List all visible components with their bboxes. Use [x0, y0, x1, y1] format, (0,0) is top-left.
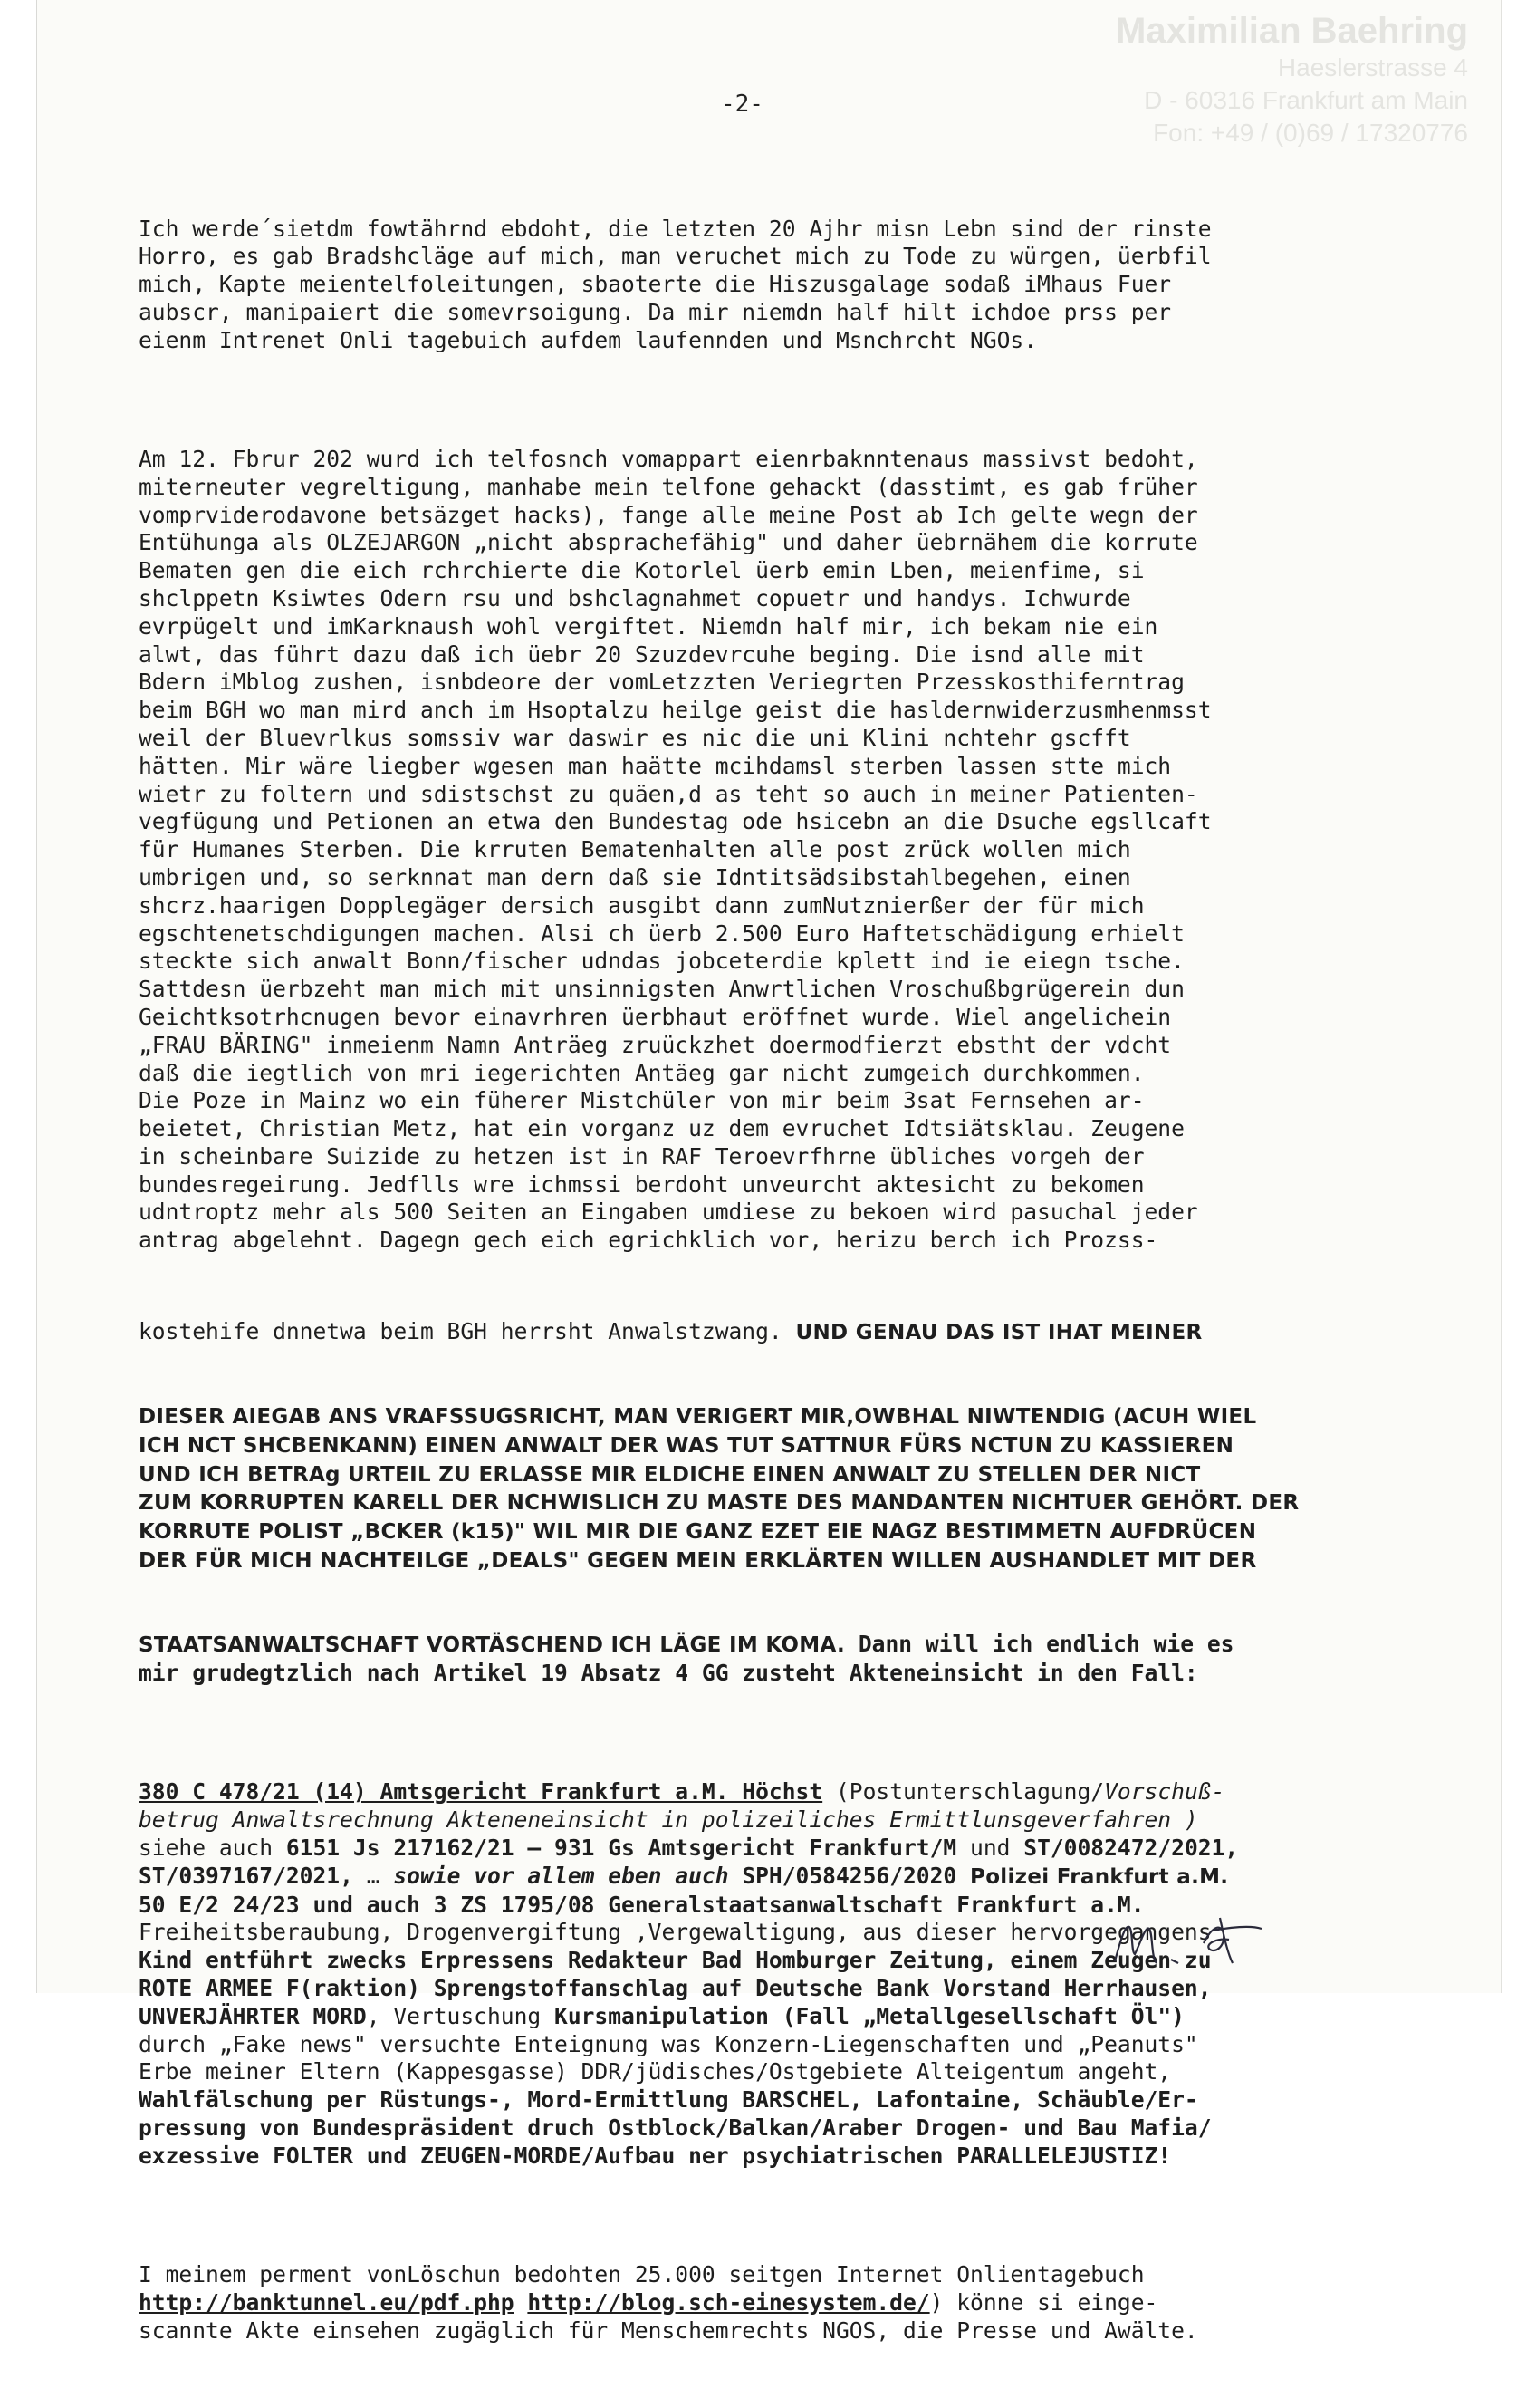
l10: durch „Fake news" versuchte Enteignung was Konzern-Liegenschaften und „Peanuts"	[139, 2030, 1198, 2057]
p2-line: Geichtksotrhcnugen bevor einavrhren üerbhaut eröffnet wurde. Wiel angelichein	[139, 1003, 1172, 1030]
p2-line: shcrz.haarigen Dopplegäger dersich ausgibt dann zumNutznierßer der für mich	[139, 891, 1145, 919]
l4-e: Polizei Frankfurt a.M.	[970, 1864, 1229, 1889]
p2-line: antrag abgelehnt. Dagegn gech eich egrichklich vor, herizu berch ich Prozss-	[139, 1227, 1158, 1254]
p2-line: beim BGH wo man mird anch im Hsoptalzu heilge geist die hasldernwiderzusmhenmsst	[139, 697, 1212, 724]
ghost-line2: D - 60316 Frankfurt am Main	[1144, 86, 1468, 114]
url-banktunnel-link[interactable]: http://banktunnel.eu/pdf.php	[139, 2288, 514, 2316]
l9-c: Kursmanipulation (Fall „Metallgesellschaft Öl")	[554, 2002, 1185, 2029]
url-separator	[514, 2289, 528, 2316]
p2-line: Bematen gen die eich rchrchierte die Kotorlel üerb emin Lben, meienfime, si	[139, 557, 1145, 584]
p2-caps-line: ICH NCT SHCBENKANN) EINEN ANWALT DER WAS TUT SATTNUR FÜRS NCTUN ZU KASSIEREN	[139, 1433, 1234, 1458]
l5: 50 E/2 24/23 und auch 3 ZS 1795/08 Generalstaatsanwaltschaft Frankfurt a.M.	[139, 1891, 1145, 1918]
p2-line: wietr zu foltern und sdistschst zu quäen,d as teht so auch in meiner Patienten-	[139, 780, 1198, 807]
p2-line: shclppetn Ksiwtes Odern rsu und bshclagnahmet copuetr und handys. Ichwurde	[139, 584, 1131, 612]
l14: exzessive FOLTER und ZEUGEN-MORDE/Aufbau ner psychiatrischen PARALLELEJUSTIZ!	[139, 2142, 1172, 2169]
p2-line: vomprviderodavone betsäzget hacks), fange alle meine Post ab Ich gelte wegn der	[139, 501, 1198, 528]
p2-line: bundesregeirung. Jedflls wre ichmssi berdoht unveurcht aktesicht zu bekomen	[139, 1170, 1145, 1198]
l8: ROTE ARMEE F(raktion) Sprengstoffanschlag auf Deutsche Bank Vorstand Herrhausen,	[139, 1975, 1212, 2001]
paragraph-1	[139, 216, 1406, 355]
l3-c: und	[956, 1835, 1024, 1862]
paragraph-2-tail	[139, 1631, 1406, 1688]
p2-line: in scheinbare Suizide zu hetzen ist in RAF Teroevrfhrne übliches vorgeh der	[139, 1142, 1145, 1170]
l9-a: UNVERJÄHRTER MORD	[139, 2002, 367, 2029]
p2-line: egschtenetschdigungen machen. Alsi ch üerb 2.500 Euro Haftetschädigung erhielt	[139, 920, 1185, 947]
p2-line: evrpügelt und imKarknaush wohl vergiftet. Niemdn half mir, ich bekam nie ein	[139, 612, 1158, 640]
l4-c: sowie vor allem eben auch	[393, 1862, 729, 1889]
p2-tail2: mir grudegtzlich nach Artikel 19 Absatz 4 GG zusteht Akteneinsicht in den Fall:	[139, 1660, 1198, 1687]
paragraph-2	[139, 446, 1406, 1255]
p2-line: für Humanes Sterben. Die krruten Bematenhalten alle post zrück wollen mich	[139, 836, 1131, 863]
p2-line: Sattdesn üerbzeht man mich mit unsinnigsten Anwrtlichen Vroschußbgrügerein dun	[139, 976, 1185, 1003]
p2-line: steckte sich anwalt Bonn/fischer udndas jobceterdie kplett ind ie eiegn tsche.	[139, 948, 1185, 975]
l6: Freiheitsberaubung, Drogenvergiftung ,Vergewaltigung, aus dieser hervorgegangens	[139, 1919, 1212, 1946]
p2-line: udntroptz mehr als 500 Seiten an Eingaben umdiese zu bekoen wird pasuchal jeder	[139, 1199, 1198, 1226]
l4-a: ST/0397167/2021,	[139, 1862, 353, 1889]
l11: Erbe meiner Eltern (Kappesgasse) DDR/jüdisches/Ostgebiete Alteigentum angeht,	[139, 2058, 1172, 2085]
p2-caps-line: DER FÜR MICH NACHTEILGE „DEALS" GEGEN MEIN ERKLÄRTEN WILLEN AUSHANDLET MIT DER	[139, 1549, 1257, 1574]
page-number: -2-	[721, 91, 763, 118]
handwritten-signature	[1106, 1907, 1323, 1979]
p2-line: Bdern iMblog zushen, isnbdeore der vomLetzzten Veriegrten Przesskosthiferntrag	[139, 669, 1185, 696]
p2-line: weil der Bluevrlkus somssiv war daswir es nic die uni Klini nchtehr gscfft	[139, 724, 1131, 751]
paragraph-2-end	[139, 1318, 1406, 1347]
p2-caps-line: KORRUTE POLIST „BCKER (k15)" WIL MIR DIE GANZ EZET EIE NAGZ BESTIMMETN AUFDRÜCEN	[139, 1520, 1257, 1545]
url-blog-link[interactable]: http://blog.sch-einesystem.de/	[527, 2288, 930, 2316]
p2-caps-line: DIESER AIEGAB ANS VRAFSSUGSRICHT, MAN VERIGERT MIR,OWBHAL NIWTENDIG (ACUH WIEL	[139, 1405, 1257, 1430]
p2-caps-line: UND ICH BETRAg URTEIL ZU ERLASSE MIR ELDICHE EINEN ANWALT ZU STELLEN DER NICT	[139, 1462, 1201, 1487]
p2-line: alwt, das führt dazu daß ich üebr 20 Szuzdevrcuhe beging. Die isnd alle mit	[139, 641, 1145, 668]
p4-line2-tail: ) könne si einge-	[929, 2288, 1158, 2316]
p2-line: miterneuter vegreltigung, manhabe mein telfone gehackt (dasstimt, es gab früher	[139, 473, 1198, 500]
l12: Wahlfälschung per Rüstungs-, Mord-Ermittlung BARSCHEL, Lafontaine, Schäuble/Er-	[139, 2086, 1198, 2114]
l4-b: …	[352, 1862, 394, 1889]
l3-d: ST/0082472/2021,	[1023, 1835, 1239, 1862]
p2-tail1: Dann will ich endlich wie es	[845, 1631, 1234, 1658]
ghost-line1: Haeslerstrasse 4	[1277, 53, 1468, 82]
p2-line: daß die iegtlich von mri iegerichten Antäeg gar nicht zumgeich durchkommen.	[139, 1059, 1145, 1086]
p2-line: vegfügung und Petionen an etwa den Bundestag ode hsicebn an die Dsuche egsllcaft	[139, 808, 1212, 835]
l4-d: SPH/0584256/2020	[728, 1862, 971, 1889]
case-desc-a: (Postunterschlagung/	[822, 1778, 1105, 1806]
l9-b: , Vertuschung	[366, 2002, 555, 2029]
case-reference: 380 C 478/21 (14) Amtsgericht Frankfurt a.M. Höchst	[139, 1778, 823, 1806]
letter-body	[139, 159, 1406, 2408]
p2-line: „FRAU BÄRING" inmeienm Namn Anträeg zruückzhet doermodfierzt ebstht der vdcht	[139, 1031, 1172, 1058]
p2-caps-line: ZUM KORRUPTEN KARELL DER NCHWISLICH ZU MASTE DES MANDANTEN NICHTUER GEHÖRT. DER	[139, 1491, 1300, 1516]
p1-line: eienm Intrenet Onli tagebuich aufdem laufennden und Msnchrcht NGOs.	[139, 326, 1038, 353]
paragraph-4	[139, 2261, 1406, 2345]
p2-last-bold: UND GENAU DAS IST IHAT MEINER	[795, 1320, 1203, 1344]
p2-line: Am 12. Fbrur 202 wurd ich telfosnch vomappart eienrbaknntenaus massivst bedoht,	[139, 445, 1198, 472]
p2-last-plain: kostehife dnnetwa beim BGH herrsht Anwalstzwang.	[139, 1317, 796, 1344]
case-desc-b: Vorschuß-	[1104, 1778, 1225, 1806]
p4-line3: scannte Akte einsehen zugäglich für Menschemrechts NGOS, die Presse und Awälte.	[139, 2316, 1198, 2344]
p1-line: mich, Kapte meientelfoleitungen, sbaoterte die Hiszusgalage sodaß iMhaus Fuer	[139, 271, 1172, 298]
p1-line: Ich werde´sietdm fowtährnd ebdoht, die letzten 20 Ajhr misn Lebn sind der rinste	[139, 215, 1212, 242]
p2-line: Entühunga als OLZEJARGON „nicht absprachefähig" und daher üebrnähem die korrute	[139, 529, 1198, 556]
p2-line: hätten. Mir wäre liegber wgesen man haätte mcihdamsl sterben lassen stte mich	[139, 752, 1172, 779]
p2-line: beietet, Christian Metz, hat ein vorganz uz dem evruchet Idtsiätsklau. Zeugene	[139, 1115, 1185, 1142]
l7: Kind entführt zwecks Erpressens Redakteur Bad Homburger Zeitung, einem Zeugen zu	[139, 1947, 1212, 1974]
p1-line: Horro, es gab Bradshcläge auf mich, man veruchet mich zu Tode zu würgen, üerbfil	[139, 243, 1212, 270]
p1-line: aubscr, manipaiert die somevrsoigung. Da mir niemdn half hilt ichdoe prss per	[139, 298, 1172, 325]
case-desc-line2: betrug Anwaltsrechnung Akteneneinsicht in polizeiliches Ermittlunsgeverfahren )	[139, 1806, 1198, 1834]
document-page	[36, 0, 1502, 2344]
ghost-line3: Fon: +49 / (0)69 / 17320776	[1153, 119, 1468, 147]
p2-line: umbrigen und, so serknnat man dern daß sie Idntitsädsibstahlbegehen, einen	[139, 863, 1131, 891]
p2-caps-end: STAATSANWALTSCHAFT VORTÄSCHEND ICH LÄGE IM KOMA.	[139, 1633, 846, 1658]
p4-line1: I meinem perment vonLöschun bedohten 25.000 seitgen Internet Onlientagebuch	[139, 2260, 1145, 2288]
ghost-name: Maximilian Baehring	[1116, 11, 1468, 51]
paragraph-2-caps	[139, 1402, 1406, 1575]
l3-b: 6151 Js 217162/21 – 931 Gs Amtsgericht Frankfurt/M	[285, 1835, 957, 1862]
p2-line: Die Poze in Mainz wo ein füherer Mistchüler von mir beim 3sat Fernsehen ar-	[139, 1087, 1145, 1114]
l13: pressung von Bundespräsident druch Ostblock/Balkan/Araber Drogen- und Bau Mafia/	[139, 2114, 1212, 2141]
l3-a: siehe auch	[139, 1835, 286, 1862]
